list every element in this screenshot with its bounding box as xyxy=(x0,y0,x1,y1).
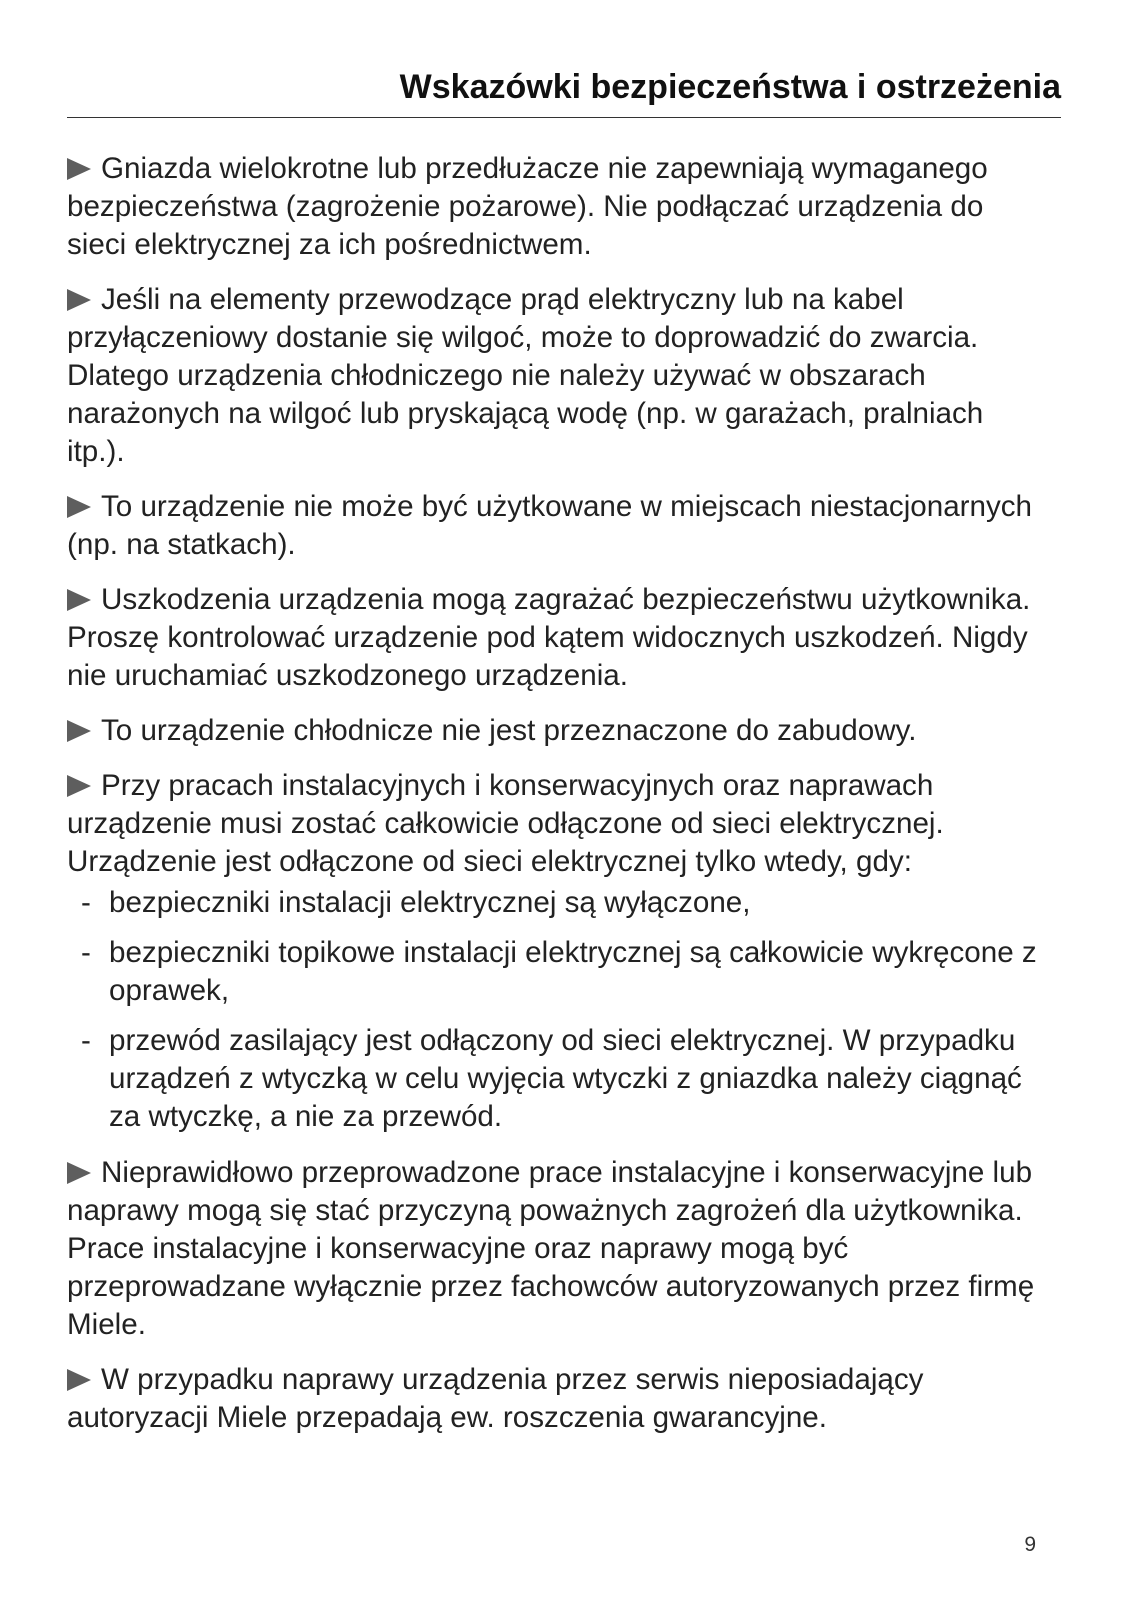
safety-paragraph-non-stationary xyxy=(67,488,1048,564)
list-item xyxy=(67,1022,1048,1136)
safety-paragraph-improper-work xyxy=(67,1154,1048,1230)
list-item-text: bezpieczniki instalacji elektrycznej są wyłączone, xyxy=(109,886,751,919)
triangle-right-icon xyxy=(67,720,91,742)
triangle-right-icon xyxy=(67,496,91,518)
list-item xyxy=(67,884,1048,922)
triangle-right-icon xyxy=(67,289,91,311)
paragraph-text: To urządzenie chłodnicze nie jest przeznaczone do zabudowy. xyxy=(101,714,917,747)
triangle-right-icon xyxy=(67,775,91,797)
disconnect-conditions-list xyxy=(67,884,1048,1136)
paragraph-text: To urządzenie nie może być użytkowane w miejscach niestacjonarnych (np. na statkach). xyxy=(67,490,1033,561)
paragraph-text: W przypadku naprawy urządzenia przez serwis nieposiadający autoryzacji Miele przepadają ew. roszczenia gwarancyjne. xyxy=(67,1363,924,1434)
paragraph-text: Przy pracach instalacyjnych i konserwacyjnych oraz naprawach urządzenie musi zostać całkowicie odłączone od sieci elektrycznej. Urządzenie jest odłączone od sieci elektrycznej tylko wtedy, gdy: xyxy=(67,769,944,878)
paragraph-text: Gniazda wielokrotne lub przedłużacze nie zapewniają wymaganego bezpieczeństwa (zagrożenie pożarowe). Nie podłączać urządzenia do sieci elektrycznej za ich pośrednictwem. xyxy=(67,152,988,261)
safety-paragraph-damage xyxy=(67,581,1048,695)
triangle-right-icon xyxy=(67,1369,91,1391)
dash-marker: - xyxy=(81,936,91,969)
safety-instructions-content xyxy=(67,150,1048,1454)
paragraph-text: Prace instalacyjne i konserwacyjne oraz naprawy mogą być przeprowadzane wyłącznie przez fachowców autoryzowanych przez firmę Miele. xyxy=(67,1232,1035,1341)
triangle-right-icon xyxy=(67,158,91,180)
safety-paragraph-built-in xyxy=(67,712,1048,750)
page-header xyxy=(67,62,1061,118)
dash-marker: - xyxy=(81,1024,91,1057)
paragraph-text: Nieprawidłowo przeprowadzone prace instalacyjne i konserwacyjne lub naprawy mogą się stać przyczyną poważnych zagrożeń dla użytkownika. xyxy=(67,1156,1033,1227)
paragraph-text: Uszkodzenia urządzenia mogą zagrażać bezpieczeństwu użytkownika. Proszę kontrolować urządzenie pod kątem widocznych uszkodzeń. Nigdy nie uruchamiać uszkodzonego urządzenia. xyxy=(67,583,1031,692)
page-number: 9 xyxy=(1024,1533,1036,1556)
triangle-right-icon xyxy=(67,589,91,611)
list-item-text: przewód zasilający jest odłączony od sieci elektrycznej. W przypadku urządzeń z wtyczką w celu wyjęcia wtyczki z gniazdka należy ciągnąć za wtyczkę, a nie za przewód. xyxy=(109,1024,1022,1133)
safety-paragraph-warranty xyxy=(67,1361,1048,1437)
page-title: Wskazówki bezpieczeństwa i ostrzeżenia xyxy=(399,68,1061,106)
safety-paragraph-moisture xyxy=(67,281,1048,471)
paragraph-text: Jeśli na elementy przewodzące prąd elektryczny lub na kabel przyłączeniowy dostanie się wilgoć, może to doprowadzić do zwarcia. Dlatego urządzenia chłodniczego nie należy używać w obszarach narażonych na wilgoć lub pryskającą wodę (np. w garażach, pralniach itp.). xyxy=(67,283,984,468)
safety-paragraph-authorized-service xyxy=(67,1230,1048,1344)
safety-paragraph-multi-sockets xyxy=(67,150,1048,264)
safety-paragraph-disconnect xyxy=(67,767,1048,881)
list-item xyxy=(67,934,1048,1010)
triangle-right-icon xyxy=(67,1162,91,1184)
list-item-text: bezpieczniki topikowe instalacji elektrycznej są całkowicie wykręcone z oprawek, xyxy=(109,936,1037,1007)
dash-marker: - xyxy=(81,886,91,919)
